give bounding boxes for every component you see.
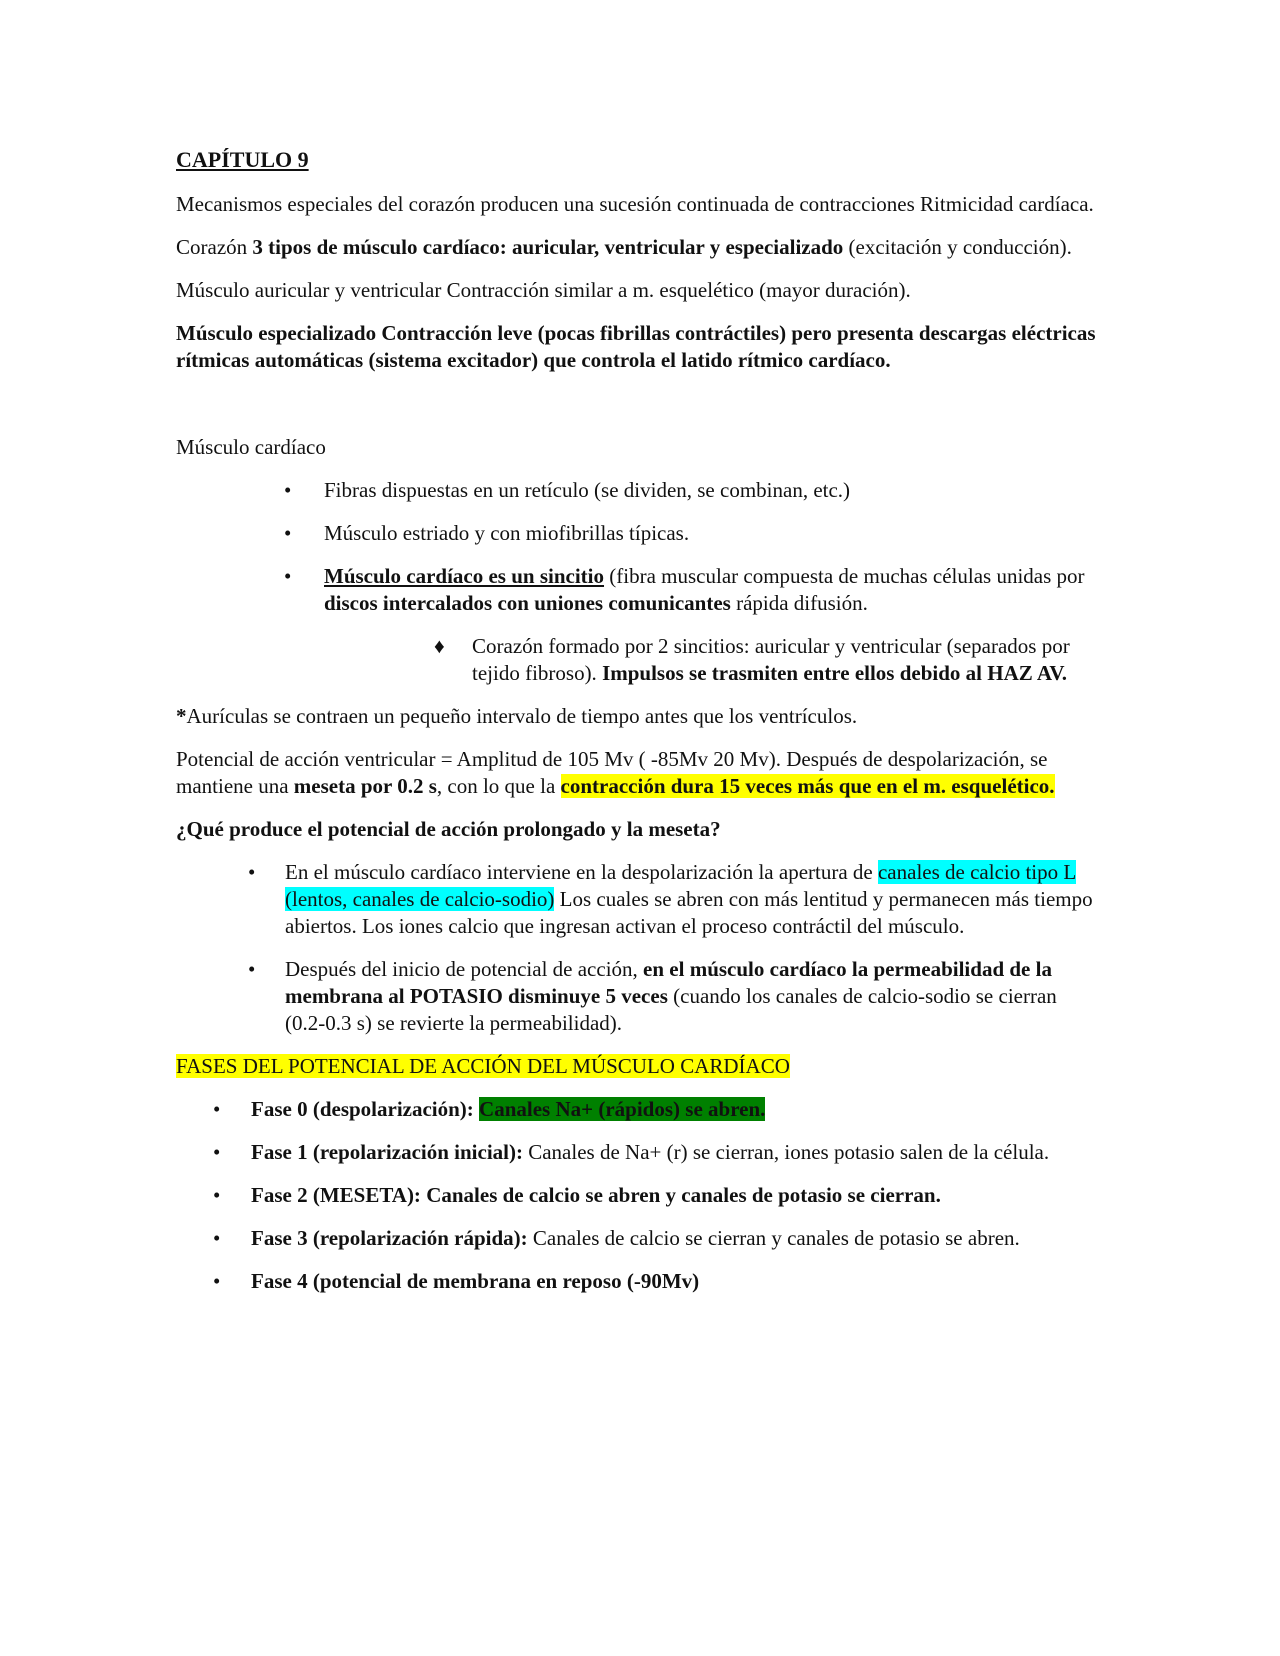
bullet-icon: •: [284, 478, 292, 502]
phase-0: • Fase 0 (despolarización): Canales Na+ (rápidos) se abren.: [213, 1097, 766, 1121]
sincitio-sublist: [176, 633, 1096, 687]
document-page: [176, 146, 1096, 1311]
bullet-icon: •: [284, 564, 292, 588]
bullet-icon: •: [213, 1140, 221, 1164]
paragraph-intro: Mecanismos especiales del corazón producen una sucesión continuada de contracciones Ritmicidad cardíaca.: [176, 192, 1094, 216]
bullet-icon: •: [248, 860, 256, 884]
section-heading-cardiac-muscle: Músculo cardíaco: [176, 435, 326, 459]
bullet-icon: •: [213, 1097, 221, 1121]
plateau-causes-list: [176, 859, 1096, 1037]
paragraph-auriculas: *Aurículas se contraen un pequeño intervalo de tiempo antes que los ventrículos.: [176, 704, 858, 728]
diamond-bullet-icon: ♦: [434, 634, 445, 658]
bullet-icon: •: [213, 1269, 221, 1293]
list-item: ♦ Corazón formado por 2 sincitios: auricular y ventricular (separados por tejido fibroso). Impulsos se trasmiten entre ellos debido al HAZ AV.: [434, 634, 1070, 685]
bullet-icon: •: [213, 1226, 221, 1250]
question-heading: ¿Qué produce el potencial de acción prolongado y la meseta?: [176, 817, 721, 841]
chapter-title: CAPÍTULO 9: [176, 147, 309, 172]
highlight-yellow: FASES DEL POTENCIAL DE ACCIÓN DEL MÚSCULO CARDÍACO: [176, 1054, 790, 1078]
paragraph-muscle-types: Corazón 3 tipos de músculo cardíaco: auricular, ventricular y especializado (excitación y conducción).: [176, 235, 1072, 259]
phase-3: • Fase 3 (repolarización rápida): Canales de calcio se cierran y canales de potasio se abren.: [213, 1226, 1020, 1250]
phase-4: • Fase 4 (potencial de membrana en reposo (-90Mv): [213, 1269, 700, 1293]
list-item: • En el músculo cardíaco interviene en la despolarización la apertura de canales de calcio tipo L (lentos, canales de calcio-sodio) Los cuales se abren con más lentitud y permanecen más tiempo abiertos. Los iones calcio que ingresan activan el proceso contráctil del músculo.: [248, 860, 1093, 938]
highlight-cyan: canales de calcio tipo L (lentos, canales de calcio-sodio): [285, 860, 1077, 911]
list-item: • Músculo cardíaco es un sincitio (fibra muscular compuesta de muchas células unidas por discos intercalados con uniones comunicantes rápida difusión.: [284, 564, 1085, 615]
list-item: • Después del inicio de potencial de acción, en el músculo cardíaco la permeabilidad de la membrana al POTASIO disminuye 5 veces (cuando los canales de calcio-sodio se cierran (0.2-0.3 s) se revierte la permeabilidad).: [248, 957, 1057, 1035]
phase-2: • Fase 2 (MESETA): Canales de calcio se abren y canales de potasio se cierran.: [213, 1183, 941, 1207]
highlight-yellow: contracción dura 15 veces más que en el m. esquelético.: [560, 774, 1055, 798]
paragraph-action-potential: Potencial de acción ventricular = Amplitud de 105 Mv ( -85Mv 20 Mv). Después de despolarización, se mantiene una meseta por 0.2 s, con lo que la contracción dura 15 veces más que en el m. esquelético.: [176, 747, 1055, 798]
list-item: • Músculo estriado y con miofibrillas típicas.: [284, 521, 690, 545]
paragraph-specialized-muscle: Músculo especializado Contracción leve (pocas fibrillas contráctiles) pero presenta descargas eléctricas rítmicas automáticas (sistema excitador) que controla el latido rítmico cardíaco.: [176, 321, 1096, 372]
bullet-icon: •: [284, 521, 292, 545]
bullet-icon: •: [213, 1183, 221, 1207]
phase-1: • Fase 1 (repolarización inicial): Canales de Na+ (r) se cierran, iones potasio salen de la célula.: [213, 1140, 1050, 1164]
cardiac-muscle-list: [176, 477, 1096, 617]
phases-list: [176, 1096, 1096, 1295]
section-heading-phases: [176, 1053, 1096, 1080]
bullet-icon: •: [248, 957, 256, 981]
highlight-green: Canales Na+ (rápidos) se abren.: [479, 1097, 766, 1121]
paragraph-auricular-ventricular: Músculo auricular y ventricular Contracción similar a m. esquelético (mayor duración).: [176, 278, 911, 302]
list-item: • Fibras dispuestas en un retículo (se dividen, se combinan, etc.): [284, 478, 851, 502]
